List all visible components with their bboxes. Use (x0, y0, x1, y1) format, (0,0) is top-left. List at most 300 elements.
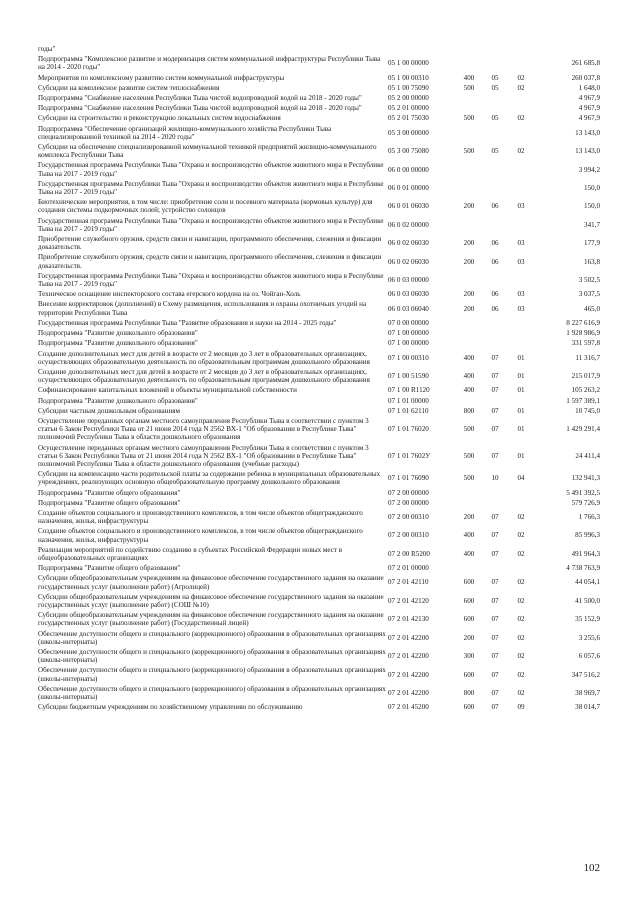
row-name: Государственная программа Республики Тыва "Охрана и воспроизводство объектов животного мира в Республике Тыва на 2017 - 2019 годы" (38, 161, 384, 178)
row-subsection: 01 (517, 425, 525, 434)
row-name: Государственная программа Республики Тыва "Охрана и воспроизводство объектов животного мира в Республике Тыва на 2017 - 2019 годы" (38, 179, 384, 197)
row-amount: 3 037,5 (578, 290, 600, 299)
row-amount: 215 017,9 (571, 372, 600, 380)
row-subsection: 02 (517, 578, 525, 587)
table-row (38, 93, 600, 103)
row-expense-type: 200 (463, 304, 475, 313)
table-row (38, 328, 600, 338)
row-section: 06 (491, 202, 499, 211)
row-name: Подпрограмма "Снабжение населения Республики Тыва чистой водопроводной водой на 2018 - 2020 годы" (38, 94, 362, 103)
row-name: Мероприятия по комплексному развитию систем коммунальной инфраструктуры (38, 73, 285, 82)
row-section: 07 (491, 531, 499, 540)
row-amount: 260 037,8 (571, 73, 600, 82)
row-section: 07 (491, 513, 499, 522)
row-subsection (508, 216, 534, 234)
row-expense-type (456, 338, 482, 348)
table-row (38, 443, 600, 470)
row-subsection: 01 (517, 406, 525, 415)
row-amount: 163,8 (584, 257, 600, 266)
row-target-code: 05 2 01 75030 (388, 114, 429, 123)
row-section (482, 271, 508, 289)
row-section (482, 179, 508, 197)
row-subsection: 03 (517, 290, 525, 299)
table-row (38, 367, 600, 385)
row-target-code (388, 44, 456, 54)
row-subsection (508, 498, 534, 508)
table-row (38, 469, 600, 487)
row-target-code: 07 2 01 42110 (388, 578, 429, 587)
row-amount: 3 994,2 (578, 165, 600, 174)
row-amount: 1 766,3 (578, 513, 600, 522)
row-expense-type: 400 (463, 353, 475, 362)
row-name: Подпрограмма "Развитие общего образования" (38, 488, 181, 497)
row-name: годы" (38, 45, 56, 53)
row-amount: 150,0 (584, 183, 600, 192)
row-subsection: 02 (517, 513, 525, 522)
row-subsection (508, 160, 534, 178)
row-name: Обеспечение доступности общего и специального (коррекционного) образования в образовательных организациях (школы-интернаты) (38, 648, 386, 665)
row-expense-type (456, 44, 482, 54)
row-section: 07 (491, 670, 499, 679)
row-amount: 132 941,3 (571, 474, 600, 483)
row-subsection: 02 (517, 549, 525, 558)
row-expense-type (456, 93, 482, 103)
row-target-code: 06 0 01 00000 (388, 183, 429, 192)
row-subsection (508, 318, 534, 328)
row-section: 07 (491, 596, 499, 605)
table-row (38, 349, 600, 367)
table-row (38, 406, 600, 416)
page-number: 102 (583, 862, 600, 874)
row-name: Субсидии общеобразовательным учреждениям на финансовое обеспечение государственного задания на оказание государственных услуг (выполнение работ) (Государственный лицей) (38, 611, 384, 628)
row-amount: 1 597 389,1 (566, 396, 600, 405)
row-target-code: 07 1 01 76020 (388, 425, 429, 434)
row-name: Подпрограмма "Развитие общего образования" (38, 564, 181, 573)
row-subsection: 02 (517, 596, 525, 605)
row-expense-type (456, 271, 482, 289)
row-expense-type: 500 (463, 114, 475, 123)
row-amount: 341,7 (584, 220, 600, 229)
row-expense-type: 200 (463, 290, 475, 299)
row-section: 05 (491, 147, 499, 156)
row-amount: 1 429 291,4 (566, 425, 600, 434)
row-name: Подпрограмма "Развитие дошкольного образования" (38, 339, 198, 348)
row-target-code: 06 0 00 00000 (388, 165, 429, 174)
row-name: Создание дополнительных мест для детей в возрасте от 2 месяцев до 3 лет в образовательных организациях, осуществляющих образовательную деятельность по образовательным программам дошкольного образования (38, 349, 370, 366)
table-row (38, 318, 600, 328)
table-row (38, 629, 600, 647)
table-row (38, 142, 600, 160)
row-section: 05 (491, 73, 499, 82)
row-section: 07 (491, 633, 499, 642)
row-amount: 85 996,3 (575, 531, 600, 540)
row-amount: 38 969,7 (575, 688, 600, 697)
row-section (482, 160, 508, 178)
row-subsection: 04 (517, 474, 525, 483)
row-name: Обеспечение доступности общего и специального (коррекционного) образования в образовательных организациях (школы-интернаты) (38, 684, 386, 702)
row-name: Субсидии на комплексное развитие систем теплоснабжения (38, 83, 220, 92)
row-subsection: 03 (517, 257, 525, 266)
row-target-code: 07 2 01 42200 (388, 633, 429, 642)
row-amount: 24 411,4 (575, 451, 600, 460)
row-amount: 3 255,6 (578, 633, 600, 642)
row-expense-type (456, 318, 482, 328)
row-subsection: 02 (517, 652, 525, 661)
row-name: Субсидии общеобразовательным учреждениям на финансовое обеспечение государственного задания на оказание государственных услуг (выполнение работ) (Агролицей) (38, 574, 384, 591)
table-row (38, 563, 600, 573)
row-expense-type: 500 (463, 83, 475, 92)
table-row (38, 338, 600, 348)
row-target-code: 07 2 01 45200 (388, 703, 429, 712)
row-amount: 38 014,7 (575, 703, 600, 712)
row-target-code: 06 0 01 06030 (388, 202, 429, 211)
row-amount: 8 227 616,9 (566, 318, 600, 327)
table-row (38, 416, 600, 443)
row-expense-type: 600 (463, 703, 475, 712)
table-row (38, 197, 600, 215)
row-name: Создание объектов социального и производственного комплексов, в том числе объектов общегражданского назначения, жилья, инфраструктуры (38, 508, 363, 526)
row-expense-type (456, 396, 482, 406)
table-row (38, 396, 600, 406)
row-target-code: 07 2 01 42200 (388, 652, 429, 661)
budget-document-page (38, 44, 600, 712)
table-row (38, 252, 600, 270)
row-subsection (508, 396, 534, 406)
row-expense-type: 500 (463, 474, 475, 483)
row-subsection (508, 124, 534, 142)
row-section: 07 (491, 386, 499, 395)
table-row (38, 216, 600, 234)
row-amount: 13 143,0 (575, 147, 600, 156)
row-name: Подпрограмма "Развитие общего образования" (38, 498, 181, 507)
row-expense-type: 600 (463, 615, 475, 624)
row-section: 07 (491, 406, 499, 415)
row-name: Осуществление переданных органам местного самоуправления Республики Тыва в соответствии с пунктом 3 статьи 6 Закон Республики Тыва от 21 июня 2014 года N 2562 ВХ-1 "Об образовании в Республике Тыва" полномочий Республики Тыва в области дошкольного образования (учебные расходы) (38, 443, 369, 468)
row-expense-type (456, 498, 482, 508)
row-name: Приобретение служебного оружия, средств связи и навигации, программного обеспечения, слежения и фиксации доказательств. (38, 253, 382, 270)
row-name: Подпрограмма "Развитие дошкольного образования" (38, 396, 198, 405)
row-subsection: 02 (517, 531, 525, 540)
row-target-code: 06 0 03 06040 (388, 304, 429, 313)
row-amount: 347 516,2 (571, 670, 600, 679)
row-subsection: 09 (517, 703, 525, 712)
row-target-code: 07 2 00 00310 (388, 513, 429, 522)
row-subsection: 03 (517, 202, 525, 211)
row-expense-type: 200 (463, 633, 475, 642)
row-section: 06 (491, 290, 499, 299)
row-subsection: 02 (517, 114, 525, 123)
row-target-code: 07 1 01 00000 (388, 396, 429, 405)
row-subsection (508, 563, 534, 573)
row-section: 07 (491, 578, 499, 587)
row-section: 07 (491, 703, 499, 712)
table-row (38, 610, 600, 628)
row-amount: 11 316,7 (575, 353, 600, 362)
row-target-code: 05 1 00 75090 (388, 83, 429, 92)
row-section (482, 396, 508, 406)
row-target-code: 07 2 00 00000 (388, 488, 429, 497)
budget-table (38, 44, 600, 712)
row-amount: 13 143,0 (575, 128, 600, 137)
row-amount: 4 967,9 (578, 114, 600, 123)
table-row (38, 498, 600, 508)
table-row (38, 271, 600, 289)
table-row (38, 592, 600, 610)
row-target-code: 06 0 02 06030 (388, 239, 429, 248)
row-amount: 6 057,6 (578, 652, 600, 661)
row-section: 05 (491, 114, 499, 123)
row-amount: 331 597,8 (571, 339, 600, 348)
row-name: Подпрограмма "Комплексное развитие и модернизация систем коммунальной инфраструктуры Республики Тыва на 2014 - 2020 годы" (38, 55, 381, 72)
row-name: Обеспечение доступности общего и специального (коррекционного) образования в образовательных организациях (школы-интернаты) (38, 666, 386, 683)
row-target-code: 07 1 00 51590 (388, 372, 429, 380)
row-target-code: 07 2 01 42130 (388, 615, 429, 624)
row-section (482, 338, 508, 348)
row-section: 07 (491, 615, 499, 624)
row-target-code: 07 2 00 00000 (388, 498, 429, 507)
row-name: Субсидии на обеспечение специализированной коммунальной техникой предприятий жилищно-коммунального комплекса Республики Тыва (38, 143, 377, 160)
row-target-code: 06 0 03 00000 (388, 275, 429, 284)
row-expense-type: 200 (463, 257, 475, 266)
row-name: Создание дополнительных мест для детей в возрасте от 2 месяцев до 3 лет в образовательных организациях, осуществляющих образовательную деятельность по образовательным программам дошкольного образования (38, 367, 370, 385)
row-section (482, 328, 508, 338)
row-target-code: 07 2 00 00310 (388, 531, 429, 540)
row-expense-type (456, 216, 482, 234)
row-section (482, 563, 508, 573)
row-section: 10 (491, 474, 499, 483)
row-name: Субсидии на строительство и реконструкцию локальных систем водоснабжения (38, 114, 281, 123)
row-target-code: 06 0 02 06030 (388, 257, 429, 266)
row-expense-type: 400 (463, 386, 475, 395)
row-section (482, 216, 508, 234)
row-target-code: 05 2 01 00000 (388, 104, 429, 113)
row-subsection: 02 (517, 147, 525, 156)
row-expense-type: 500 (463, 425, 475, 434)
row-expense-type: 400 (463, 73, 475, 82)
row-subsection: 01 (517, 451, 525, 460)
row-expense-type: 600 (463, 670, 475, 679)
table-row (38, 488, 600, 498)
row-expense-type (456, 103, 482, 113)
row-expense-type (456, 488, 482, 498)
row-subsection: 01 (517, 386, 525, 395)
table-row (38, 573, 600, 591)
row-section (482, 318, 508, 328)
table-row (38, 684, 600, 702)
row-subsection (508, 44, 534, 54)
table-row (38, 234, 600, 252)
row-expense-type: 600 (463, 578, 475, 587)
row-section: 05 (491, 83, 499, 92)
row-section: 07 (491, 688, 499, 697)
row-expense-type (456, 328, 482, 338)
row-target-code: 07 2 01 00000 (388, 564, 429, 573)
row-amount: 41 500,0 (575, 596, 600, 605)
table-row (38, 160, 600, 178)
row-target-code: 07 2 01 42200 (388, 688, 429, 697)
row-amount: 177,9 (584, 239, 600, 248)
row-expense-type (456, 179, 482, 197)
row-target-code: 07 1 01 62110 (388, 406, 429, 415)
row-section: 07 (491, 652, 499, 661)
row-expense-type (456, 563, 482, 573)
row-amount: 150,0 (584, 202, 600, 211)
table-row (38, 526, 600, 544)
row-section (482, 54, 508, 72)
row-name: Субсидии частным дошкольным образованиям (38, 406, 180, 415)
row-section: 07 (491, 372, 499, 380)
row-section: 07 (491, 425, 499, 434)
row-subsection: 02 (517, 73, 525, 82)
table-row (38, 647, 600, 665)
row-expense-type: 200 (463, 239, 475, 248)
row-amount: 579 726,9 (571, 498, 600, 507)
row-subsection (508, 93, 534, 103)
row-amount: 105 263,2 (571, 386, 600, 395)
row-expense-type (456, 160, 482, 178)
row-subsection (508, 338, 534, 348)
row-name: Государственная программа Республики Тыва "Охрана и воспроизводство объектов животного мира в Республике Тыва на 2017 - 2019 годы" (38, 271, 384, 289)
row-expense-type: 800 (463, 406, 475, 415)
row-section (482, 93, 508, 103)
row-target-code: 07 1 00 00000 (388, 329, 429, 338)
budget-table-body (38, 44, 600, 712)
row-name: Обеспечение доступности общего и специального (коррекционного) образования в образовательных организациях (школы-интернаты) (38, 629, 386, 646)
row-amount: 4 967,9 (578, 104, 600, 113)
row-expense-type (456, 54, 482, 72)
row-target-code: 06 0 02 00000 (388, 220, 429, 229)
row-expense-type: 200 (463, 513, 475, 522)
row-section: 06 (491, 257, 499, 266)
row-subsection (508, 488, 534, 498)
row-target-code: 07 1 00 00310 (388, 353, 429, 362)
row-expense-type: 600 (463, 596, 475, 605)
row-subsection (508, 328, 534, 338)
row-expense-type: 400 (463, 372, 475, 380)
row-subsection: 02 (517, 615, 525, 624)
row-section (482, 44, 508, 54)
table-row (38, 702, 600, 712)
row-section (482, 488, 508, 498)
row-expense-type: 500 (463, 451, 475, 460)
row-amount: 35 152,9 (575, 615, 600, 624)
row-name: Государственная программа Республики Тыва "Развитие образования и науки на 2014 - 2025 годы" (38, 318, 337, 327)
row-section (482, 124, 508, 142)
table-row (38, 73, 600, 83)
row-target-code: 05 1 00 00310 (388, 73, 429, 82)
row-name: Создание объектов социального и производственного комплексов, в том числе объектов общегражданского назначения, жилья, инфраструктуры (38, 527, 363, 544)
row-subsection: 03 (517, 239, 525, 248)
row-name: Подпрограмма "Развитие дошкольного образования" (38, 329, 198, 338)
row-amount: 4 967,9 (578, 94, 600, 103)
row-amount: 44 054,1 (575, 578, 600, 587)
row-expense-type: 500 (463, 147, 475, 156)
row-name: Субсидии бюджетным учреждениям по хозяйственному управлению по обслуживанию (38, 703, 303, 712)
row-name: Внесение корректировок (дополнений) в Схему размещения, использования и охраны охотничьих угодий на территории Республики Тыва (38, 300, 367, 317)
table-row (38, 665, 600, 683)
row-target-code: 05 3 00 00000 (388, 128, 429, 137)
row-name: Подпрограмма "Снабжение населения Республики Тыва чистой водопроводной водой на 2018 - 2020 годы" (38, 104, 362, 113)
row-amount: 491 964,3 (571, 549, 600, 558)
row-amount: 5 491 392,5 (566, 488, 600, 497)
table-row (38, 44, 600, 54)
row-name: Субсидии общеобразовательным учреждениям на финансовое обеспечение государственного задания на оказание государственных услуг (выполнение работ) (СОШ №10) (38, 592, 384, 609)
row-amount: 10 745,0 (575, 406, 600, 415)
row-name: Субсидии на компенсацию части родительской платы за содержание ребенка в муниципальных образовательных учреждениях, реализующих основную общеобразовательную программу дошкольного образования (38, 470, 381, 487)
row-subsection: 01 (517, 372, 525, 380)
row-section: 07 (491, 549, 499, 558)
row-expense-type: 200 (463, 202, 475, 211)
row-amount: 261 685,8 (571, 59, 600, 68)
row-target-code: 06 0 03 06030 (388, 290, 429, 299)
row-name: Софинансирование капитальных вложений в объекты муниципальной собственности (38, 386, 297, 395)
row-target-code: 07 2 01 42200 (388, 670, 429, 679)
row-target-code: 07 0 00 00000 (388, 318, 429, 327)
table-row (38, 113, 600, 123)
row-expense-type (456, 124, 482, 142)
row-amount: 3 502,5 (578, 275, 600, 284)
row-target-code: 05 2 00 00000 (388, 94, 429, 103)
table-row (38, 83, 600, 93)
table-row (38, 508, 600, 526)
row-section: 06 (491, 239, 499, 248)
row-name: Подпрограмма "Обеспечение организаций жилищно-коммунального хозяйства Республики Тыва специализированной техникой на 2014 - 2020 годы" (38, 124, 332, 141)
row-section: 07 (491, 353, 499, 362)
row-amount: 465,0 (584, 304, 600, 313)
row-name: Биотехнические мероприятия, в том числе: приобретение соли и посевного материала (кормовых культур) для создания системы подкормочных полей; устройство солонцов (38, 198, 373, 215)
row-subsection: 02 (517, 83, 525, 92)
row-expense-type: 400 (463, 531, 475, 540)
row-section (482, 498, 508, 508)
row-name: Реализация мероприятий по содействию созданию в субъектах Российской Федерации новых мест в общеобразовательных организациях (38, 545, 343, 562)
row-section (482, 103, 508, 113)
row-target-code: 07 2 01 42120 (388, 596, 429, 605)
row-subsection: 03 (517, 304, 525, 313)
row-subsection: 02 (517, 688, 525, 697)
row-subsection: 01 (517, 353, 525, 362)
row-name: Техническое оснащение инспекторского состава егерского кордона на оз. Чойган-Холь (38, 290, 301, 299)
table-row (38, 289, 600, 299)
row-target-code: 07 1 00 R1120 (388, 386, 430, 395)
table-row (38, 103, 600, 113)
row-target-code: 05 1 00 00000 (388, 59, 429, 68)
row-expense-type: 300 (463, 652, 475, 661)
row-amount (534, 44, 600, 54)
row-subsection (508, 179, 534, 197)
row-name: Осуществление переданных органам местного самоуправления Республики Тыва в соответствии с пунктом 3 статьи 6 Закон Республики Тыва от 21 июня 2014 года N 2562 ВХ-1 "Об образовании в Республике Тыва" полномочий Республики Тыва в области дошкольного образования (38, 416, 369, 442)
table-row (38, 179, 600, 197)
row-subsection (508, 54, 534, 72)
row-name: Приобретение служебного оружия, средств связи и навигации, программного обеспечения, слежения и фиксации доказательств. (38, 235, 382, 252)
table-row (38, 385, 600, 395)
row-target-code: 07 1 00 00000 (388, 339, 429, 348)
row-target-code: 07 2 00 R5200 (388, 549, 430, 558)
row-expense-type: 800 (463, 688, 475, 697)
row-subsection (508, 103, 534, 113)
row-amount: 1 648,0 (578, 83, 600, 92)
row-target-code: 07 1 01 7602У (388, 451, 431, 460)
row-section: 06 (491, 304, 499, 313)
row-subsection: 02 (517, 670, 525, 679)
table-row (38, 545, 600, 563)
row-name: Государственная программа Республики Тыва "Охрана и воспроизводство объектов животного мира в Республике Тыва на 2017 - 2019 годы" (38, 216, 384, 233)
row-target-code: 05 3 00 75080 (388, 147, 429, 156)
row-target-code: 07 1 01 76090 (388, 474, 429, 483)
row-amount: 4 738 763,9 (566, 564, 600, 573)
row-subsection (508, 271, 534, 289)
row-subsection: 02 (517, 633, 525, 642)
table-row (38, 299, 600, 317)
